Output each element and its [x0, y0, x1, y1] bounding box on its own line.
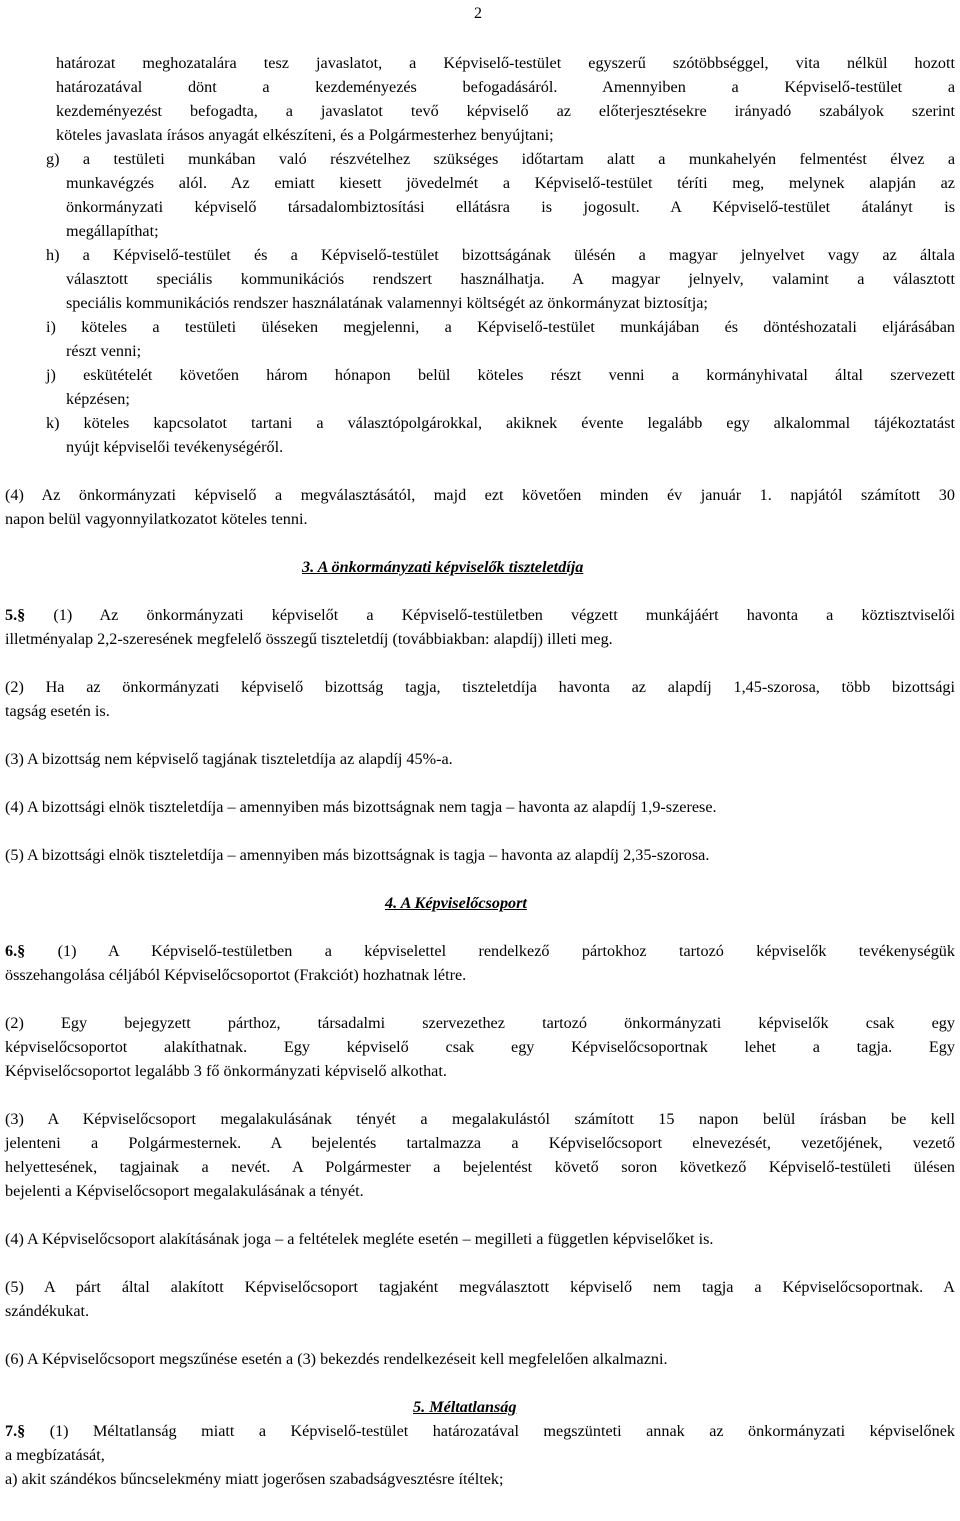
text-line: választott speciális kommunikációs rendszert használhatja. A magyar jelnyelv, valamint a választott — [66, 270, 955, 288]
text-line: megállapíthat; — [66, 222, 159, 240]
section-6-paragraph-5: (5) A párt által alakított Képviselőcsoport tagjaként megválasztott képviselő nem tagja a Képviselőcsoportnak. A — [5, 1278, 955, 1296]
text-line: munkavégzés alól. Az emiatt kiesett jövedelmét a Képviselő-testület téríti meg, melynek alapján az — [66, 174, 955, 192]
text-line: (1) A Képviselő-testületben a képviselettel rendelkező pártokhoz tartozó képviselők tevékenységük — [57, 942, 955, 960]
paragraph-4: (4) Az önkormányzati képviselő a megválasztásától, majd ezt követően minden év január 1. napjától számított 30 — [5, 486, 955, 504]
page-number: 2 — [474, 5, 482, 22]
section-5-paragraph-2: (2) Ha az önkormányzati képviselő bizottság tagja, tiszteletdíja havonta az alapdíj 1,45-szorosa, több bizottsági — [5, 678, 955, 696]
text-line: helyettesének, tagjainak a nevét. A Polgármester a bejelentést követő soron következő Képviselő-testületi ülésen — [5, 1158, 955, 1176]
section-5-paragraph-4: (4) A bizottsági elnök tiszteletdíja – amennyiben más bizottságnak nem tagja – havonta az alapdíj 1,9-szerese. — [5, 798, 717, 816]
text-line: határozat meghozatalára tesz javaslatot, a Képviselő-testület egyszerű szótöbbséggel, vita nélkül hozott — [56, 54, 955, 72]
text-line: kezdeményezést befogadta, a javaslatot tevő képviselő az előterjesztésekre irányadó szabályok szerint — [56, 102, 955, 120]
text-line: a megbízatását, — [5, 1446, 105, 1464]
text-line: bejelenti a Képviselőcsoport megalakulásának a tényét. — [5, 1182, 364, 1200]
text-line: jelenteni a Polgármesternek. A bejelentés tartalmazza a Képviselőcsoport elnevezését, vezetőjének, vezető — [5, 1134, 955, 1152]
text-line: önkormányzati képviselő társadalombiztosítási ellátásra is jogosult. A Képviselő-testület átalányt is — [66, 198, 955, 216]
text-line: képzésen; — [66, 390, 130, 408]
section-5-paragraph-1 — [5, 604, 955, 628]
section-5-paragraph-5: (5) A bizottsági elnök tiszteletdíja – amennyiben más bizottságnak is tagja – havonta az alapdíj 2,35-szorosa. — [5, 846, 710, 864]
list-item-j: j) esküt​ételét követően három hónapon belül köteles részt venni a kormányhivatal által szervezett — [46, 366, 955, 384]
section-number: 5.§ — [5, 606, 26, 624]
text-line: (1) Méltatlanság miatt a Képviselő-testület határozatával megszünteti annak az önkormányzati képviselőnek — [49, 1422, 956, 1440]
text-line: speciális kommunikációs rendszer használatának valamennyi költségét az önkormányzat biztosítja; — [66, 294, 708, 312]
section-6-paragraph-3: (3) A Képviselőcsoport megalakulásának tényét a megalakulástól számított 15 napon belül írásban be kell — [5, 1110, 955, 1128]
section-7-paragraph-1 — [5, 1420, 955, 1444]
section-6-paragraph-4: (4) A Képviselőcsoport alakításának joga – a feltételek megléte esetén – megilleti a független képviselőket is. — [5, 1230, 714, 1248]
text-line: szándékukat. — [5, 1302, 90, 1320]
list-item-a: a) akit szándékos bűncselekmény miatt jogerősen szabadságvesztésre ítéltek; — [5, 1470, 504, 1488]
text-line: részt venni; — [66, 342, 142, 360]
text-line: összehangolása céljából Képviselőcsoportot (Frakciót) hozhatnak létre. — [5, 966, 467, 984]
section-number: 7.§ — [5, 1422, 26, 1440]
list-item-g: g) a testületi munkában való részvételhez szükséges időtartam alatt a munkahelyén felmentést élvez a — [46, 150, 955, 168]
section-heading-5: 5. Méltatlanság — [413, 1398, 517, 1416]
section-number: 6.§ — [5, 942, 26, 960]
text-line: köteles javaslata írásos anyagát elkészíteni, és a Polgármesterhez benyújtani; — [56, 126, 554, 144]
section-heading-4: 4. A Képviselőcsoport — [385, 894, 527, 912]
section-heading-3: 3. A önkormányzati képviselők tiszteletdíja — [302, 558, 584, 576]
text-line: tagság esetén is. — [5, 702, 110, 720]
text-line: napon belül vagyonnyilatkozatot köteles tenni. — [5, 510, 308, 528]
text-line: (1) Az önkormányzati képviselőt a Képviselő-testületben végzett munkájáért havonta a köztisztviselői — [53, 606, 956, 624]
list-item-i: i) köteles a testületi üléseken megjelenni, a Képviselő-testület munkájában és döntéshozatali eljárásában — [46, 318, 955, 336]
text-line: határozatával dönt a kezdeményezés befogadásáról. Amennyiben a Képviselő-testület a — [56, 78, 955, 96]
text-line: nyújt képviselői tevékenységéről. — [66, 438, 284, 456]
section-6-paragraph-2: (2) Egy bejegyzett párthoz, társadalmi szervezethez tartozó önkormányzati képviselők csak egy — [5, 1014, 955, 1032]
section-6-paragraph-6: (6) A Képviselőcsoport megszűnése esetén a (3) bekezdés rendelkezéseit kell megfelelően alkalmazni. — [5, 1350, 668, 1368]
list-item-h: h) a Képviselő-testület és a Képviselő-testület bizottságának ülésén a magyar jelnyelvet vagy az általa — [46, 246, 955, 264]
section-6-paragraph-1 — [5, 940, 955, 964]
text-line: illetményalap 2,2-szeresének megfelelő összegű tiszteletdíj (továbbiakban: alapdíj) illeti meg. — [5, 630, 613, 648]
list-item-k: k) köteles kapcsolatot tartani a választópolgárokkal, akiknek évente legalább egy alkalommal tájékoztatást — [46, 414, 955, 432]
text-line: képviselőcsoportot alakíthatnak. Egy képviselő csak egy Képviselőcsoportnak lehet a tagja. Egy — [5, 1038, 955, 1056]
section-5-paragraph-3: (3) A bizottság nem képviselő tagjának tiszteletdíja az alapdíj 45%-a. — [5, 750, 453, 768]
text-line: Képviselőcsoportot legalább 3 fő önkormányzati képviselő alkothat. — [5, 1062, 447, 1080]
